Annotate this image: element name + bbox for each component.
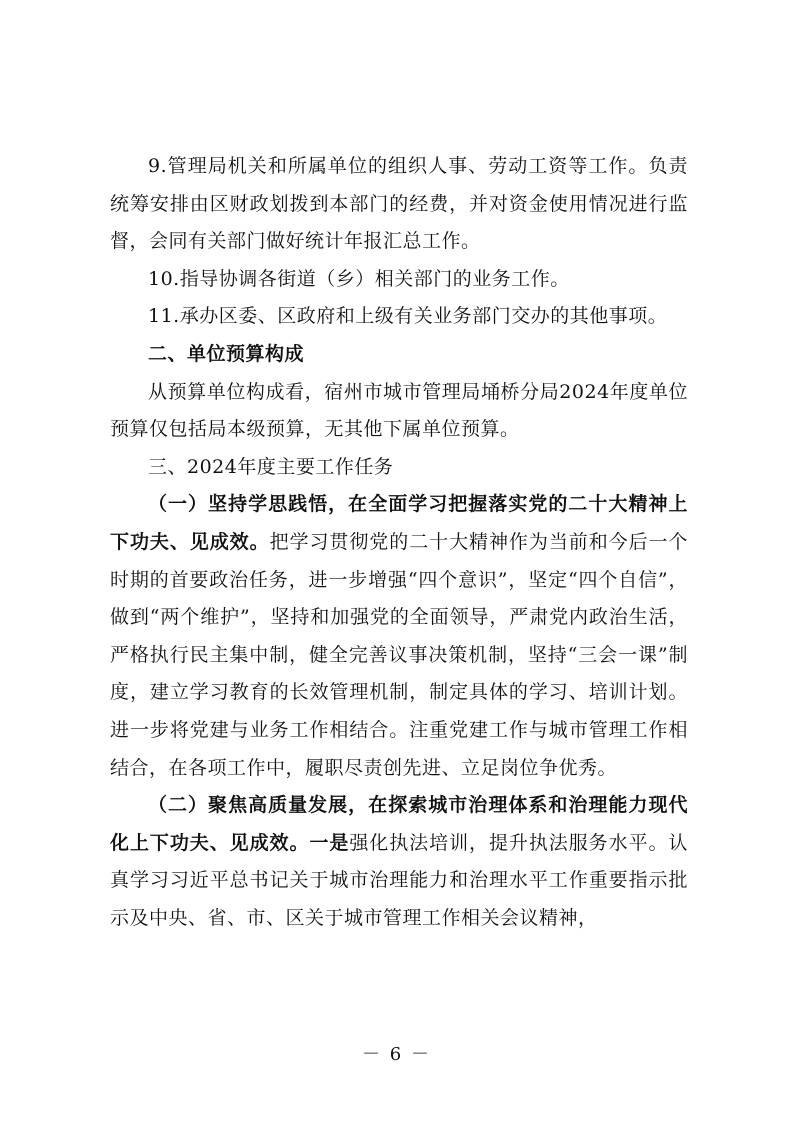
paragraph-item-11: 11.承办区委、区政府和上级有关业务部门交办的其他事项。 (148, 305, 668, 328)
paragraph-task-2 (110, 787, 688, 937)
document-body (110, 148, 688, 937)
section-heading-main-tasks: 三、2024年度主要工作任务 (148, 455, 394, 478)
paragraph-item-9: 9.管理局机关和所属单位的组织人事、劳动工资等工作。负责统筹安排由区财政划拨到本部门的经费，并对资金使用情况进行监督，会同有关部门做好统计年报汇总工作。 (110, 155, 688, 253)
paragraph-budget-composition: 从预算单位构成看，宿州市城市管理局埇桥分局2024年度单位预算仅包括局本级预算，无其他下属单位预算。 (110, 380, 688, 441)
task-2-subpoint-label: 一是 (309, 831, 350, 854)
page-number: － 6 － (362, 1044, 431, 1065)
task-1-body: 把学习贯彻党的二十大精神作为当前和今后一个时期的首要政治任务，进一步增强“四个意识”，坚定“四个自信”，做到“两个维护”，坚持和加强党的全面领导，严肃党内政治生活，严格执行民主集中制，健全完善议事决策机制，坚持“三会一课”制度，建立学习教育的长效管理机制，制定具体的学习、培训计划。进一步将党建与业务工作相结合。注重党建工作与城市管理工作相结合，在各项工作中，履职尽责创先进、立足岗位争优秀。 (110, 530, 688, 779)
task-1-title: （一）坚持学思践悟，在全面学习把握落实党的二十大精神上下功夫、见成效。 (110, 493, 688, 553)
task-2-body: 强化执法培训，提升执法服务水平。认真学习习近平总书记关于城市治理能力和治理水平工作重要指示批示及中央、省、市、区关于城市管理工作相关会议精神， (110, 831, 688, 929)
paragraph-item-10: 10.指导协调各街道（乡）相关部门的业务工作。 (148, 267, 570, 290)
task-2-title: （二）聚焦高质量发展，在探索城市治理体系和治理能力现代化上下功夫、见成效。 (110, 794, 688, 854)
paragraph-task-1 (110, 486, 688, 787)
section-heading-budget-composition: 二、单位预算构成 (148, 342, 305, 365)
